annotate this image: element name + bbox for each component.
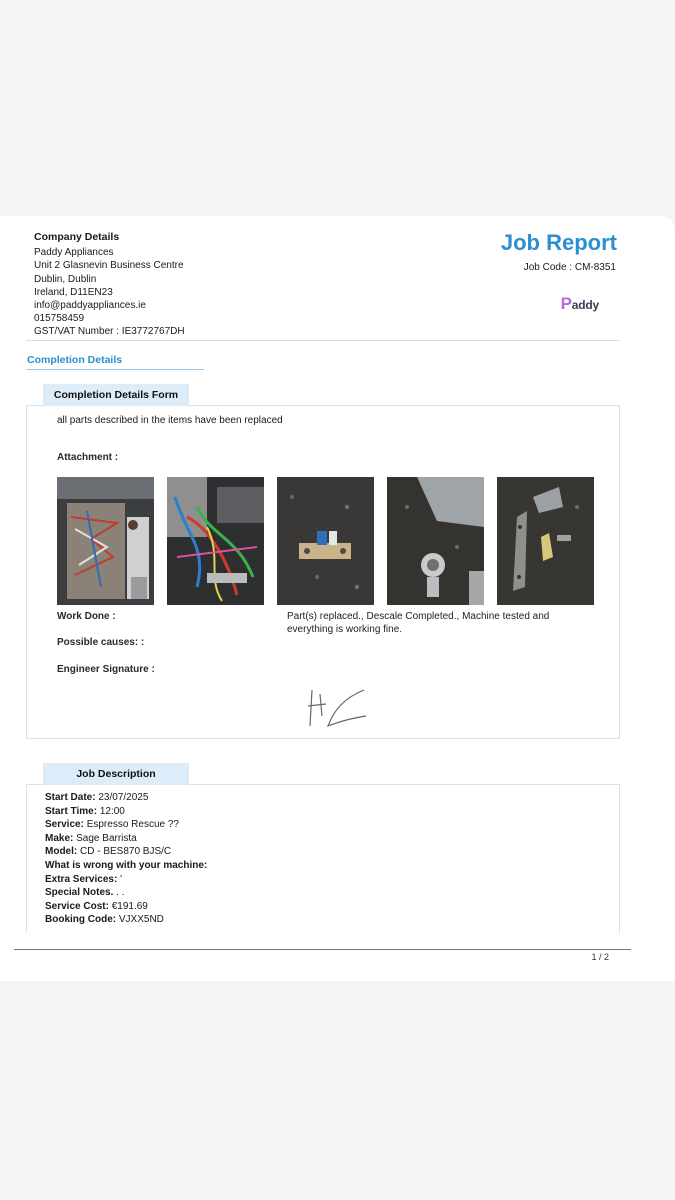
machine-issue-label: What is wrong with your machine: xyxy=(45,859,208,871)
company-address-line-3: Ireland, D11EN23 xyxy=(34,286,113,298)
special-notes-label: Special Notes. xyxy=(45,887,114,899)
logo-initial: P xyxy=(560,294,572,313)
extra-services-row xyxy=(45,873,207,887)
booking-code-row xyxy=(45,913,207,927)
start-date-label: Start Date: xyxy=(45,792,96,803)
machine-issue-row xyxy=(45,859,207,873)
start-time-value: 12:00 xyxy=(99,805,125,817)
service-cost-value: €191.69 xyxy=(111,900,148,912)
job-report-page xyxy=(0,216,675,981)
report-title: Job Report xyxy=(500,230,617,255)
paddy-logo xyxy=(561,294,599,314)
company-details-heading: Company Details xyxy=(34,231,120,243)
header-divider xyxy=(26,340,620,341)
company-email: info@paddyappliances.ie xyxy=(34,300,146,312)
job-description-tab: Job Description xyxy=(43,763,189,785)
make-row xyxy=(45,832,207,846)
job-description-details xyxy=(45,791,207,927)
model-label: Model: xyxy=(45,846,78,858)
extra-services-value: ' xyxy=(120,873,122,885)
model-value: CD - BES870 BJS/C xyxy=(80,846,172,858)
make-value: Sage Barrista xyxy=(76,832,137,844)
company-details xyxy=(34,231,185,339)
special-notes-row xyxy=(45,886,207,900)
engineer-signature-label: Engineer Signature : xyxy=(57,664,155,675)
service-row xyxy=(45,818,207,832)
company-name: Paddy Appliances xyxy=(34,247,114,259)
logo-text: addy xyxy=(571,298,599,312)
booking-code-label: Booking Code: xyxy=(45,914,117,926)
start-time-row xyxy=(45,805,207,819)
company-address-line-1: Unit 2 Glasnevin Business Centre xyxy=(34,260,184,272)
attachment-photo-3[interactable] xyxy=(277,477,374,605)
model-row xyxy=(45,845,207,859)
possible-causes-label: Possible causes: : xyxy=(57,637,145,648)
start-date-row xyxy=(45,791,207,805)
company-phone: 015758459 xyxy=(34,313,85,325)
attachment-photo-2[interactable] xyxy=(167,477,264,605)
booking-code-value: VJXX5ND xyxy=(118,914,164,926)
footer-divider xyxy=(14,949,631,950)
completion-description: all parts described in the items have been replaced xyxy=(57,415,283,426)
attachment-photo-5[interactable] xyxy=(497,477,594,605)
attachment-photo-1[interactable] xyxy=(57,477,154,605)
start-date-value: 23/07/2025 xyxy=(98,792,149,803)
service-label: Service: xyxy=(45,819,84,831)
service-cost-label: Service Cost: xyxy=(45,900,109,912)
completion-section-label: Completion Details xyxy=(27,354,123,366)
service-cost-row xyxy=(45,900,207,914)
special-notes-value: . . xyxy=(116,887,125,899)
completion-form-tab: Completion Details Form xyxy=(43,384,189,406)
company-address-line-2: Dublin, Dublin xyxy=(34,273,97,285)
attachment-photo-4[interactable] xyxy=(387,477,484,605)
service-value: Espresso Rescue ?? xyxy=(86,819,179,831)
engineer-signature-image xyxy=(304,686,374,735)
extra-services-label: Extra Services: xyxy=(45,873,118,885)
work-done-value: Part(s) replaced., Descale Completed., Machine tested and everything is working fine. xyxy=(287,611,550,635)
company-vat-number: GST/VAT Number : IE3772767DH xyxy=(34,326,185,338)
job-code: Job Code : CM-8351 xyxy=(523,262,616,273)
make-label: Make: xyxy=(45,832,74,844)
page-number: 1 / 2 xyxy=(591,952,609,962)
start-time-label: Start Time: xyxy=(45,805,98,817)
attachment-label: Attachment : xyxy=(57,452,119,463)
work-done-label: Work Done : xyxy=(57,611,116,622)
completion-section-underline xyxy=(26,369,204,370)
